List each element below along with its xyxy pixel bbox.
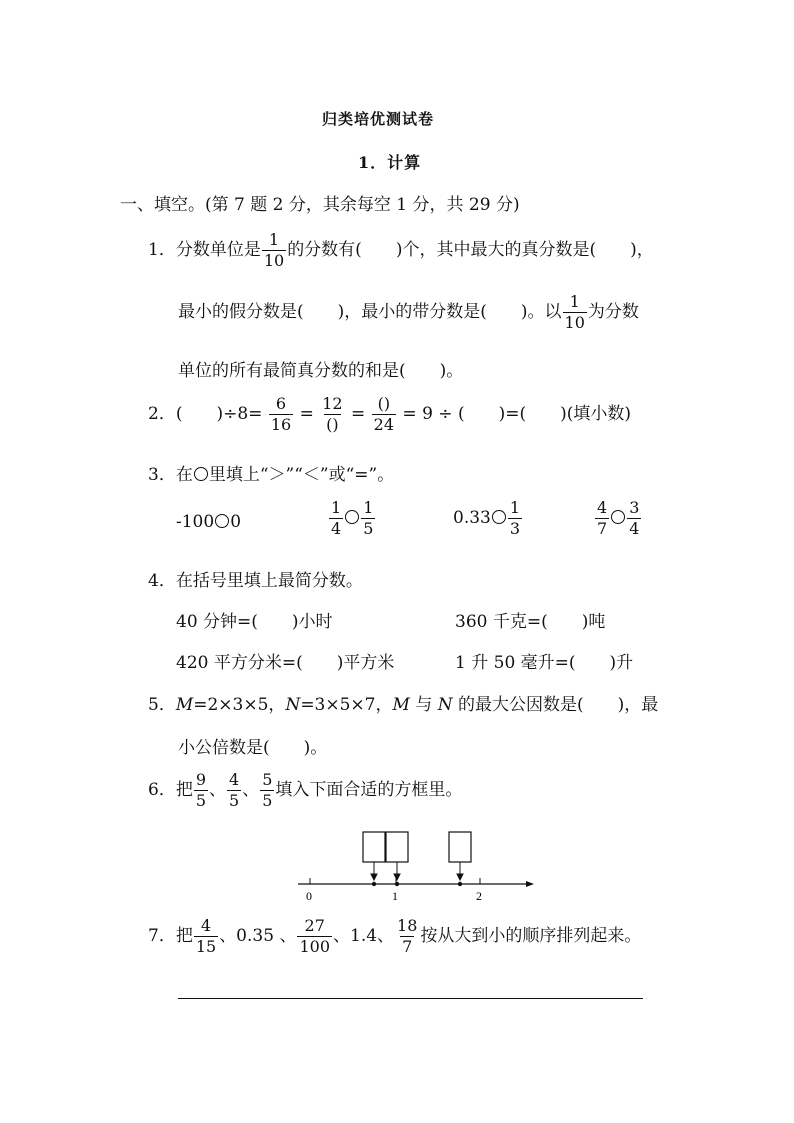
question-number: 1． — [148, 240, 176, 260]
text: 按从大到小的顺序排列起来。 — [420, 926, 642, 946]
question-6 — [148, 772, 462, 809]
fraction — [269, 396, 293, 433]
question-number: 7． — [148, 926, 176, 946]
value: -100 — [176, 512, 215, 532]
number-line — [290, 826, 540, 906]
numerator: 1 — [569, 292, 580, 311]
text: 的分数有( )个，其中最大的真分数是( )， — [287, 240, 654, 260]
numerator: 9 — [195, 770, 207, 789]
numerator: 6 — [275, 394, 287, 413]
numerator: 3 — [629, 498, 640, 517]
text: 把 — [175, 926, 193, 946]
conversion-d: 1 升 50 毫升=( )升 — [455, 653, 634, 673]
conversion-a: 40 分钟=( )小时 — [176, 612, 333, 632]
variable: N — [285, 695, 301, 715]
numerator: 1 — [331, 498, 342, 517]
point — [458, 882, 462, 886]
numerator: 18 — [397, 916, 418, 935]
circle-icon — [215, 514, 229, 528]
question-number: 5． — [148, 695, 176, 715]
arrow-head — [394, 874, 400, 880]
compare-item-4 — [594, 500, 642, 537]
denominator: 3 — [509, 519, 521, 538]
question-number: 3． — [148, 465, 176, 485]
fraction — [627, 500, 641, 537]
denominator: 10 — [564, 313, 585, 332]
conversion-c: 420 平方分米=( )平方米 — [176, 653, 395, 673]
fraction — [227, 772, 241, 809]
denominator: 100 — [299, 937, 330, 956]
axis-arrow — [526, 881, 534, 887]
fraction — [262, 232, 286, 269]
fraction — [260, 772, 274, 809]
page-title: 归类培优测试卷 — [322, 110, 435, 128]
answer-box — [386, 832, 408, 862]
compare-item-3 — [453, 500, 523, 537]
section-heading: 一、填空。(第 7 题 2 分，其余每空 1 分，共 29 分) — [120, 195, 520, 215]
point — [395, 882, 399, 886]
question-4 — [148, 566, 363, 591]
text: 的最大公因数是( )，最 — [452, 695, 659, 715]
conversion-b: 360 千克=( )吨 — [455, 612, 606, 632]
question-7 — [148, 918, 641, 955]
question-2 — [148, 396, 631, 433]
text: 在括号里填上最简分数。 — [175, 571, 363, 591]
numerator: 27 — [304, 916, 325, 935]
denominator: 15 — [195, 937, 217, 956]
text: 在 — [175, 465, 193, 485]
tick-label: 0 — [306, 889, 312, 903]
fraction — [320, 396, 344, 433]
tick-label: 1 — [392, 889, 398, 903]
denominator: 24 — [373, 415, 395, 434]
circle-icon — [611, 510, 625, 524]
denominator: () — [326, 415, 339, 434]
text: = 9 ÷ ( )=( )(填小数) — [402, 404, 631, 424]
variable: N — [437, 695, 453, 715]
equals: = — [351, 404, 366, 424]
circle-icon — [345, 510, 359, 524]
denominator: 10 — [263, 251, 285, 270]
value: 0 — [230, 512, 242, 532]
numerator: 12 — [322, 394, 343, 413]
text: ( )÷8= — [175, 404, 263, 424]
denominator: 5 — [363, 519, 374, 538]
variable: M — [392, 695, 410, 715]
text: 填入下面合适的方框里。 — [275, 780, 463, 800]
question-number: 4． — [148, 571, 176, 591]
numerator: 1 — [509, 498, 521, 517]
fraction — [194, 918, 218, 955]
fraction — [595, 500, 609, 537]
tick-label: 2 — [476, 889, 482, 903]
text: 与 — [409, 695, 438, 715]
denominator: 5 — [262, 791, 273, 810]
point — [372, 882, 376, 886]
fraction — [361, 500, 375, 537]
numerator: 1 — [363, 498, 374, 517]
compare-item-1 — [176, 512, 241, 532]
fraction — [395, 918, 419, 955]
denominator: 5 — [229, 791, 240, 810]
arrow-head — [457, 874, 463, 880]
question-1-line-2 — [178, 294, 639, 331]
numerator: 5 — [262, 770, 273, 789]
text: 里填上“＞”“＜”或“=”。 — [208, 465, 395, 485]
text: =2×3×5， — [193, 695, 286, 715]
denominator: 5 — [195, 791, 207, 810]
numerator: 4 — [597, 498, 608, 517]
question-1-line-1 — [148, 232, 654, 269]
denominator: 7 — [597, 519, 608, 538]
answer-box — [449, 832, 471, 862]
fraction — [508, 500, 522, 537]
fraction — [297, 918, 332, 955]
text: 最小的假分数是( )，最小的带分数是( )。以 — [178, 302, 562, 322]
arrow-head — [371, 874, 377, 880]
question-3 — [148, 460, 394, 485]
fraction — [194, 772, 208, 809]
numerator: 4 — [229, 770, 240, 789]
variable: M — [175, 695, 194, 715]
text: 、1.4、 — [333, 926, 395, 946]
denominator: 16 — [270, 415, 292, 434]
value: 0.33 — [453, 508, 491, 528]
text: 、 — [242, 780, 260, 800]
question-5-line-2: 小公倍数是( )。 — [178, 738, 328, 758]
denominator: 4 — [331, 519, 342, 538]
text: =3×5×7， — [300, 695, 393, 715]
fraction — [329, 500, 343, 537]
answer-box — [363, 832, 385, 862]
text: 把 — [175, 780, 193, 800]
denominator: 7 — [402, 937, 413, 956]
text: 、 — [209, 780, 227, 800]
fraction — [372, 396, 396, 433]
section-subtitle: 1．计算 — [358, 153, 422, 172]
fraction — [563, 294, 587, 331]
equals: = — [299, 404, 314, 424]
question-1-line-3: 单位的所有最简真分数的和是( )。 — [178, 361, 464, 381]
circle-icon — [492, 510, 506, 524]
denominator: 4 — [629, 519, 640, 538]
text: 为分数 — [587, 302, 639, 322]
text: 、0.35 、 — [219, 926, 297, 946]
numerator: () — [377, 394, 391, 413]
question-5-line-1 — [148, 690, 658, 715]
compare-item-2 — [328, 500, 376, 537]
numerator: 4 — [200, 916, 212, 935]
text: 分数单位是 — [175, 240, 261, 260]
question-number: 2． — [148, 404, 176, 424]
circle-icon — [194, 467, 208, 481]
question-number: 6． — [148, 780, 176, 800]
numerator: 1 — [268, 230, 280, 249]
answer-line[interactable] — [178, 998, 643, 999]
